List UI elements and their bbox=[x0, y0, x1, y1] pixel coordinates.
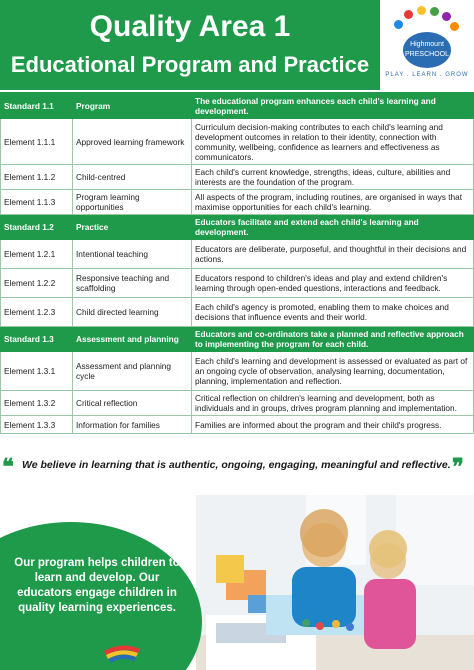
row-code: Element 1.1.1 bbox=[1, 119, 73, 165]
row-code: Element 1.3.3 bbox=[1, 416, 73, 434]
logo-sub: PRESCHOOL bbox=[405, 51, 449, 58]
row-code: Element 1.2.1 bbox=[1, 240, 73, 269]
row-code: Element 1.3.1 bbox=[1, 352, 73, 391]
element-row bbox=[1, 269, 474, 298]
row-name: Intentional teaching bbox=[73, 240, 192, 269]
row-name: Child-centred bbox=[73, 165, 192, 190]
row-name: Assessment and planning cycle bbox=[73, 352, 192, 391]
standard-row bbox=[1, 215, 474, 240]
element-row bbox=[1, 391, 474, 416]
element-row bbox=[1, 119, 474, 165]
row-code: Element 1.1.3 bbox=[1, 190, 73, 215]
classroom-illustration bbox=[196, 495, 474, 670]
row-description: Each child's learning and development is assessed or evaluated as part of an ongoing cycle of observation, analysing learning, documentation, planning, implementation and reflection. bbox=[192, 352, 474, 391]
quote-strip bbox=[0, 454, 474, 480]
row-name: Program bbox=[73, 93, 192, 119]
preschool-logo bbox=[384, 4, 470, 88]
row-description: All aspects of the program, including routines, are organised in ways that maximise opportunities for each child's learning. bbox=[192, 190, 474, 215]
row-code: Element 1.3.2 bbox=[1, 391, 73, 416]
element-row bbox=[1, 416, 474, 434]
logo-badge bbox=[403, 32, 451, 68]
logo-figure-icon bbox=[404, 10, 413, 19]
row-name: Responsive teaching and scaffolding bbox=[73, 269, 192, 298]
row-code: Element 1.2.3 bbox=[1, 298, 73, 327]
header bbox=[0, 0, 474, 90]
element-row bbox=[1, 240, 474, 269]
row-description: The educational program enhances each child's learning and development. bbox=[192, 93, 474, 119]
element-row bbox=[1, 352, 474, 391]
footer-logo-icon bbox=[102, 641, 142, 665]
row-name: Program learning opportunities bbox=[73, 190, 192, 215]
logo-figure-icon bbox=[394, 20, 403, 29]
row-description: Each child's current knowledge, strengths, ideas, culture, abilities and interests are the foundation of the program. bbox=[192, 165, 474, 190]
standards-table bbox=[0, 92, 474, 434]
quote-text: We believe in learning that is authentic, ongoing, engaging, meaningful and reflective. bbox=[22, 459, 451, 471]
page-subtitle: Educational Program and Practice bbox=[10, 52, 370, 77]
logo-tagline: PLAY . LEARN . GROW bbox=[385, 72, 469, 78]
logo-figure-icon bbox=[417, 6, 426, 15]
row-description: Educators respond to children's ideas and play and extend children's learning through open-ended questions, interactions and feedback. bbox=[192, 269, 474, 298]
element-row bbox=[1, 190, 474, 215]
element-row bbox=[1, 298, 474, 327]
row-description: Educators and co-ordinators take a planned and reflective approach to implementing the program for each child. bbox=[192, 327, 474, 352]
row-code: Standard 1.1 bbox=[1, 93, 73, 119]
quote-close-icon: ❞ bbox=[452, 454, 464, 480]
row-description: Curriculum decision-making contributes to each child's learning and development outcomes in relation to their identity, connection with community, wellbeing, confidence as learners and effectiveness as communicators. bbox=[192, 119, 474, 165]
row-description: Critical reflection on children's learning and development, both as individuals and in groups, drives program planning and implementation. bbox=[192, 391, 474, 416]
row-code: Standard 1.2 bbox=[1, 215, 73, 240]
row-description: Families are informed about the program and their child's progress. bbox=[192, 416, 474, 434]
row-name: Critical reflection bbox=[73, 391, 192, 416]
logo-figure-icon bbox=[430, 7, 439, 16]
logo-figure-icon bbox=[450, 22, 459, 31]
title-banner bbox=[0, 0, 380, 90]
row-name: Assessment and planning bbox=[73, 327, 192, 352]
element-row bbox=[1, 165, 474, 190]
quote-open-icon: ❝ bbox=[2, 454, 14, 480]
logo-name: Highmount bbox=[410, 41, 444, 48]
row-name: Practice bbox=[73, 215, 192, 240]
row-name: Information for families bbox=[73, 416, 192, 434]
logo-figure-icon bbox=[442, 12, 451, 21]
standard-row bbox=[1, 93, 474, 119]
row-code: Element 1.1.2 bbox=[1, 165, 73, 190]
row-name: Approved learning framework bbox=[73, 119, 192, 165]
classroom-photo bbox=[196, 495, 474, 670]
row-description: Educators facilitate and extend each child's learning and development. bbox=[192, 215, 474, 240]
standard-row bbox=[1, 327, 474, 352]
row-code: Standard 1.3 bbox=[1, 327, 73, 352]
row-description: Educators are deliberate, purposeful, and thoughtful in their decisions and actions. bbox=[192, 240, 474, 269]
row-name: Child directed learning bbox=[73, 298, 192, 327]
row-code: Element 1.2.2 bbox=[1, 269, 73, 298]
row-description: Each child's agency is promoted, enabling them to make choices and decisions that influence events and their world. bbox=[192, 298, 474, 327]
page-title: Quality Area 1 bbox=[89, 10, 291, 43]
program-statement: Our program helps children to learn and develop. Our educators engage children in quality learning experiences. bbox=[14, 557, 180, 614]
